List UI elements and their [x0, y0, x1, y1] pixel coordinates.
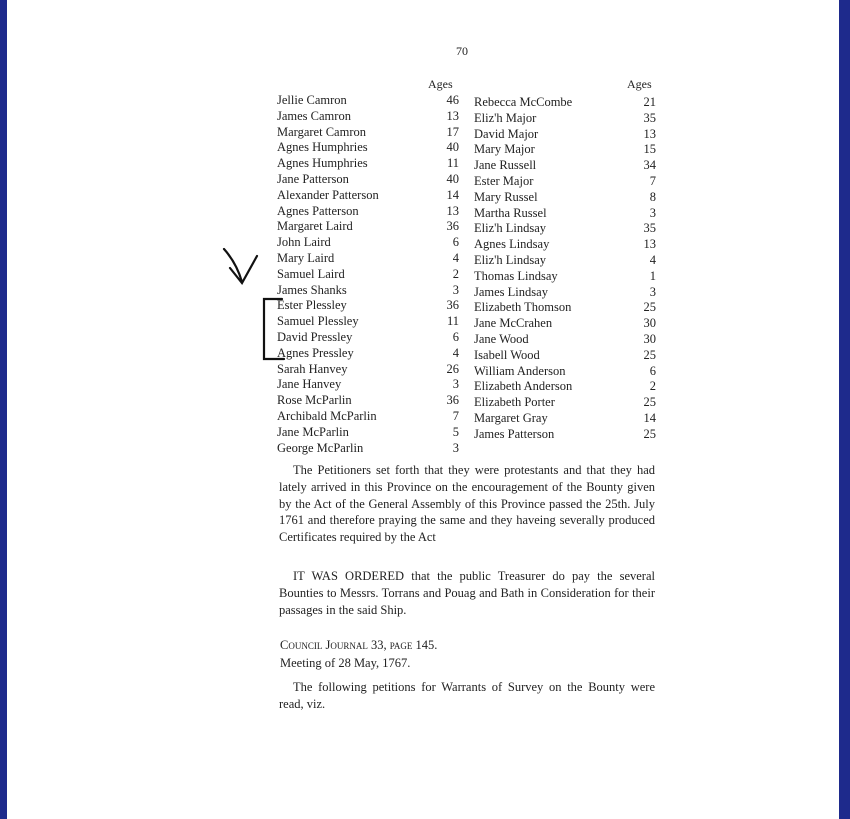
- passenger-name: William Anderson: [474, 363, 566, 378]
- passenger-age: 30: [643, 331, 656, 346]
- passenger-name: Ester Plessley: [277, 298, 347, 313]
- passenger-name: Ester Major: [474, 173, 534, 188]
- passenger-age: 26: [446, 361, 459, 376]
- passenger-age: 17: [446, 124, 459, 139]
- passenger-name: Jane McCrahen: [474, 316, 553, 331]
- passenger-name: Mary Russel: [474, 189, 538, 204]
- passenger-name: James Camron: [277, 108, 351, 123]
- passenger-age: 3: [452, 440, 459, 455]
- passenger-age: 40: [446, 140, 459, 155]
- passenger-name: George McParlin: [277, 440, 364, 455]
- passenger-name: Martha Russel: [474, 205, 547, 220]
- passenger-name: Jane Hanvey: [277, 377, 342, 392]
- passenger-name: Elizabeth Thomson: [474, 300, 572, 315]
- passenger-age: 14: [446, 187, 459, 202]
- passenger-age: 3: [649, 205, 656, 220]
- passenger-age: 6: [452, 329, 459, 344]
- passenger-age: 7: [452, 408, 459, 423]
- passenger-name: Samuel Plessley: [277, 314, 359, 329]
- passenger-age: 3: [649, 284, 656, 299]
- passenger-age: 11: [446, 314, 459, 329]
- passenger-age: 3: [452, 282, 459, 297]
- passenger-name: Samuel Laird: [277, 266, 345, 281]
- passenger-name: Eliz'h Lindsay: [474, 252, 547, 267]
- passenger-name: James Shanks: [277, 282, 347, 297]
- passenger-age: 46: [446, 93, 459, 107]
- passenger-name: John Laird: [277, 235, 331, 250]
- passenger-age: 2: [452, 266, 459, 281]
- passenger-age: 6: [649, 363, 656, 378]
- passenger-name: Margaret Laird: [277, 219, 353, 234]
- passenger-age: 13: [446, 108, 459, 123]
- passenger-age: 36: [446, 298, 459, 313]
- passenger-age: 3: [452, 377, 459, 392]
- passenger-name: Rose McParlin: [277, 393, 352, 408]
- passenger-name: Agnes Pressley: [277, 345, 354, 360]
- passenger-name: Eliz'h Major: [474, 110, 537, 125]
- passenger-name: Agnes Lindsay: [474, 237, 550, 252]
- passenger-age: 13: [446, 203, 459, 218]
- passenger-age: 8: [649, 189, 656, 204]
- passenger-age: 25: [643, 395, 656, 410]
- passenger-age: 13: [643, 126, 656, 141]
- journal-citation: Council Journal 33, page 145.: [280, 638, 438, 652]
- passenger-name: Sarah Hanvey: [277, 361, 348, 376]
- passenger-name: Alexander Patterson: [277, 187, 379, 202]
- passenger-age: 25: [643, 300, 656, 315]
- passenger-name: David Major: [474, 126, 539, 141]
- passenger-name: Thomas Lindsay: [474, 268, 558, 283]
- passenger-name: Jellie Camron: [277, 93, 347, 107]
- ordered-paragraph: IT WAS ORDERED that the public Treasurer do pay the several Bounties to Messrs. Torrans and Pouag and Bath in Consideration for their passages in the said Ship.: [279, 569, 655, 617]
- passenger-age: 21: [643, 95, 656, 109]
- passenger-name: Margaret Gray: [474, 410, 548, 425]
- handwritten-arrow-icon: [224, 249, 257, 283]
- passenger-age: 25: [643, 426, 656, 441]
- ages-header-left: Ages: [428, 77, 453, 91]
- passenger-name: Eliz'h Lindsay: [474, 221, 547, 236]
- page-number: 70: [456, 44, 468, 58]
- passenger-age: 40: [446, 171, 459, 186]
- passenger-age: 36: [446, 219, 459, 234]
- passenger-age: 36: [446, 393, 459, 408]
- passenger-name: Elizabeth Anderson: [474, 379, 573, 394]
- passenger-age: 30: [643, 316, 656, 331]
- passenger-name: James Lindsay: [474, 284, 548, 299]
- passenger-age: 5: [452, 424, 459, 439]
- passenger-name: Elizabeth Porter: [474, 395, 555, 410]
- passenger-name: James Patterson: [474, 426, 555, 441]
- passenger-age: 2: [649, 379, 656, 394]
- passenger-age: 35: [643, 110, 656, 125]
- passenger-age: 4: [649, 252, 656, 267]
- passenger-age: 7: [649, 173, 656, 188]
- passenger-age: 1: [649, 268, 656, 283]
- passenger-name: Jane McParlin: [277, 424, 349, 439]
- passenger-age: 13: [643, 237, 656, 252]
- passenger-age: 34: [643, 158, 656, 173]
- passenger-name: Jane Patterson: [277, 171, 349, 186]
- passenger-age: 4: [452, 345, 459, 360]
- passenger-name: Rebecca McCombe: [474, 95, 573, 109]
- meeting-date: Meeting of 28 May, 1767.: [280, 656, 411, 670]
- following-paragraph: The following petitions for Warrants of Survey on the Bounty were read, viz.: [279, 680, 655, 711]
- passenger-name: Agnes Patterson: [277, 203, 359, 218]
- passenger-name: Agnes Humphries: [277, 140, 368, 155]
- handwritten-bracket-icon: [264, 299, 284, 359]
- passenger-age: 11: [446, 156, 459, 171]
- passenger-name: Archibald McParlin: [277, 408, 377, 423]
- petition-paragraph: The Petitioners set forth that they were protestants and that they had lately arrived in this Province on the encouragement of the Bounty given by the Act of the General Assembly of this Province passed the 25th. July 1761 and therefore praying the same and they haveing severally produced Certificates required by the Act: [279, 463, 655, 545]
- passenger-name: Margaret Camron: [277, 124, 366, 139]
- passenger-name: Jane Wood: [474, 331, 529, 346]
- passenger-name: Isabell Wood: [474, 347, 540, 362]
- passenger-age: 35: [643, 221, 656, 236]
- passenger-name: Agnes Humphries: [277, 156, 368, 171]
- passenger-name: Jane Russell: [474, 158, 537, 173]
- passenger-age: 25: [643, 347, 656, 362]
- passenger-age: 15: [643, 142, 656, 157]
- passenger-name: Mary Laird: [277, 250, 335, 265]
- passenger-age: 4: [452, 250, 459, 265]
- passenger-age: 14: [643, 410, 656, 425]
- passenger-name: Mary Major: [474, 142, 535, 157]
- passenger-name: David Pressley: [277, 329, 353, 344]
- ages-header-right: Ages: [627, 77, 652, 91]
- passenger-age: 6: [452, 235, 459, 250]
